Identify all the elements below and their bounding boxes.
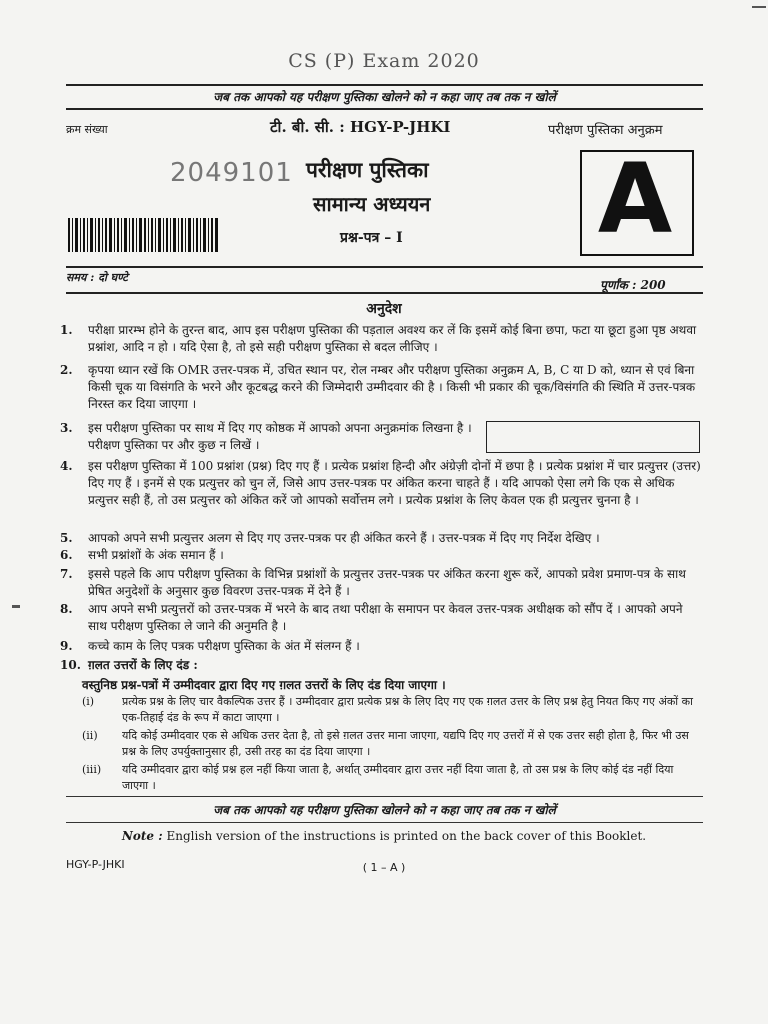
point-text: यदि कोई उम्मीदवार एक से अधिक उत्तर देता है, तो इसे ग़लत उत्तर माना जाएगा, यद्यपि दिए गए उत्तरों में से एक उत्तर सही होता है, फिर भी उस प्रश्न के लिए उपर्युक्तानुसार ही, उसी तरह का दंड दिया जाएगा । xyxy=(122,729,689,758)
series-letter: A xyxy=(597,143,673,255)
instruction-item xyxy=(60,547,704,564)
subject-title: सामान्य अध्ययन xyxy=(313,192,431,216)
note-text: English version of the instructions is printed on the back cover of this Booklet. xyxy=(166,829,647,843)
divider xyxy=(66,822,703,823)
divider xyxy=(66,292,703,294)
item-number: 1. xyxy=(60,323,73,337)
divider xyxy=(66,108,703,110)
item-text: कच्चे काम के लिए पत्रक परीक्षण पुस्तिका के अंत में संलग्न हैं । xyxy=(88,639,360,653)
barcode-icon xyxy=(68,218,218,252)
exam-title: CS (P) Exam 2020 xyxy=(288,50,480,72)
penalty-intro: वस्तुनिष्ठ प्रश्न-पत्रों में उम्मीदवार द्वारा दिए गए ग़लत उत्तरों के लिए दंड दिया जाएगा । xyxy=(82,678,446,692)
point-number: (ii) xyxy=(82,729,98,742)
margin-mark xyxy=(12,605,20,608)
banner-top: जब तक आपको यह परीक्षण पुस्तिका खोलने को न कहा जाए तब तक न खोलें xyxy=(213,90,556,104)
time-allowed: समय : दो घण्टे xyxy=(66,271,128,284)
item-text: आप अपने सभी प्रत्युत्तरों को उत्तर-पत्रक में भरने के बाद तथा परीक्षा के समापन पर केवल उत्तर-पत्रक अधीक्षक को सौंप दें । आपको अपने साथ परीक्षण पुस्तिका ले जाने की अनुमति है । xyxy=(88,602,683,633)
instruction-item xyxy=(60,601,704,637)
instruction-item xyxy=(60,322,704,358)
item-number: 5. xyxy=(60,531,73,545)
max-marks: पूर्णांक : 200 xyxy=(600,278,666,292)
footer-code: HGY-P-JHKI xyxy=(66,858,125,871)
item-text: कृपया ध्यान रखें कि OMR उत्तर-पत्रक में, उचित स्थान पर, रोल नम्बर और परीक्षण पुस्तिका अनुक्रम A, B, C या D को, ध्यान से एवं बिना किसी चूक या विसंगति के भरने और कूटबद्ध करने की जिम्मेदारी उम्मीदवार की है । किसी भी प्रकार की चूक/विसंगति की स्थिति में उत्तर-पत्रक निरस्त कर दिया जाएगा । xyxy=(88,363,696,411)
booklet-title: परीक्षण पुस्तिका xyxy=(306,157,429,182)
item-number: 8. xyxy=(60,602,73,616)
item-number: 7. xyxy=(60,567,73,581)
series-label: परीक्षण पुस्तिका अनुक्रम xyxy=(548,123,663,138)
instruction-item xyxy=(60,458,704,528)
note xyxy=(0,829,768,843)
instruction-item xyxy=(60,530,704,547)
item-text: आपको अपने सभी प्रत्युत्तर अलग से दिए गए उत्तर-पत्रक पर ही अंकित करने हैं । उत्तर-पत्रक में दिए गए निर्देश देखिए । xyxy=(88,531,600,545)
page-number: ( 1 – A ) xyxy=(362,861,406,874)
item-text: सभी प्रश्नांशों के अंक समान हैं । xyxy=(88,548,224,562)
item-text: इस परीक्षण पुस्तिका में 100 प्रश्नांश (प्रश्न) दिए गए हैं । प्रत्येक प्रश्नांश हिन्दी और अंग्रेज़ी दोनों में छपा है । प्रत्येक प्रश्नांश में चार प्रत्युत्तर (उत्तर) दिए गए हैं । इनमें से एक प्रत्युत्तर को चुन लें, जिसे आप उत्तर-पत्रक पर अंकित करना चाहते हैं । यदि आपको ऐसा लगे कि एक से अधिक प्रत्युत्तर सही हैं, तो उस प्रत्युत्तर को अंकित करें जो आपको सर्वोत्तम लगे । प्रत्येक प्रश्नांश के लिए केवल एक ही प्रत्युत्तर चुनना है । xyxy=(88,459,701,507)
tbc-code: टी. बी. सी. : HGY-P-JHKI xyxy=(270,118,451,136)
item-number: 10. xyxy=(60,658,81,672)
point-number: (iii) xyxy=(82,763,102,776)
divider xyxy=(66,796,703,797)
instruction-item xyxy=(60,420,476,456)
serial-number: 2049101 xyxy=(170,158,293,188)
instruction-item xyxy=(60,638,704,655)
note-label: Note : xyxy=(121,829,163,843)
roll-number-box[interactable] xyxy=(486,421,700,453)
point-text: यदि उम्मीदवार द्वारा कोई प्रश्न हल नहीं किया जाता है, अर्थात् उम्मीदवार द्वारा उत्तर नहीं दिया जाता है, तो उस प्रश्न के लिए कोई दंड नहीं दिया जाएगा । xyxy=(122,763,674,792)
item-number: 4. xyxy=(60,459,73,473)
divider xyxy=(66,84,703,86)
penalty-point xyxy=(82,694,700,726)
paper-label: प्रश्न-पत्र – I xyxy=(340,230,403,246)
instruction-item xyxy=(60,566,704,602)
instructions-heading: अनुदेश xyxy=(366,301,402,317)
point-number: (i) xyxy=(82,695,95,708)
instruction-item xyxy=(60,362,704,414)
point-text: प्रत्येक प्रश्न के लिए चार वैकल्पिक उत्तर हैं । उम्मीदवार द्वारा प्रत्येक प्रश्न के लिए दिए गए एक ग़लत उत्तर के लिए प्रश्न हेतु नियत किए गए अंकों का एक-तिहाई दंड के रूप में काटा जाएगा । xyxy=(122,695,693,724)
item-text: परीक्षा प्रारम्भ होने के तुरन्त बाद, आप इस परीक्षण पुस्तिका की पड़ताल अवश्य कर लें कि इसमें कोई बिना छपा, फटा या छूटा हुआ पृष्ठ अथवा प्रश्नांश, आदि न हो । यदि ऐसा है, तो इसे सही परीक्षण पुस्तिका से बदल लीजिए । xyxy=(88,323,697,354)
item-number: 2. xyxy=(60,363,73,377)
penalty-point xyxy=(82,762,700,794)
item-text: इस परीक्षण पुस्तिका पर साथ में दिए गए कोष्ठक में आपको अपना अनुक्रमांक लिखना है । परीक्षण पुस्तिका पर और कुछ न लिखें । xyxy=(88,421,472,452)
instruction-item xyxy=(60,657,704,674)
item-number: 9. xyxy=(60,639,73,653)
divider xyxy=(66,266,703,268)
banner-bottom: जब तक आपको यह परीक्षण पुस्तिका खोलने को न कहा जाए तब तक न खोलें xyxy=(213,803,556,817)
penalty-point xyxy=(82,728,700,760)
edge-mark xyxy=(752,6,766,8)
item-number: 3. xyxy=(60,421,73,435)
item-text: ग़लत उत्तरों के लिए दंड : xyxy=(88,658,198,672)
item-number: 6. xyxy=(60,548,73,562)
item-text: इससे पहले कि आप परीक्षण पुस्तिका के विभिन्न प्रश्नांशों के प्रत्युत्तर उत्तर-पत्रक पर अंकित करना शुरू करें, आपको प्रवेश प्रमाण-पत्र के साथ प्रेषित अनुदेशों के अनुसार कुछ विवरण उत्तर-पत्रक में देने हैं । xyxy=(88,567,686,598)
serial-label: क्रम संख्या xyxy=(66,123,108,136)
